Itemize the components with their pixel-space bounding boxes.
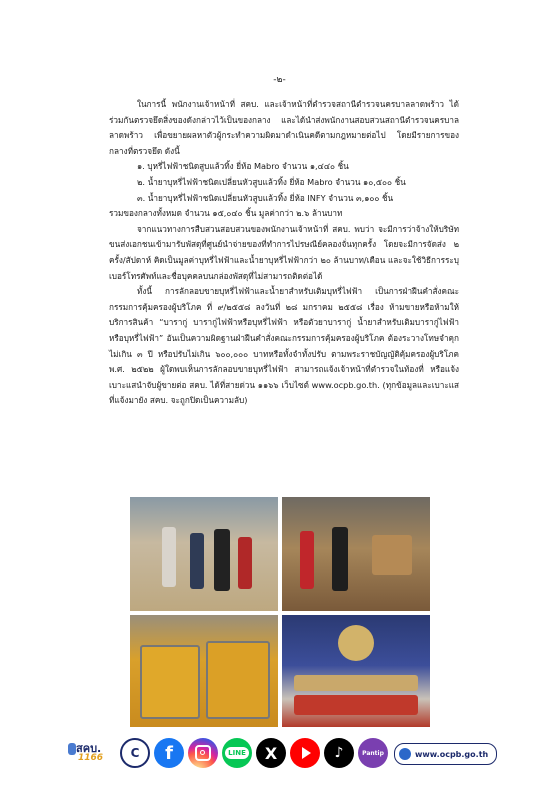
paragraph-seizure: ในการนี้ พนักงานเจ้าหน้าที่ สคบ. และเจ้าหน้าที่ตำรวจสถานีตำรวจนครบาลลาดพร้าว ได้ร่วมกันตรวจยึดสิ่งของดังกล่าวไว้เป็นของกลาง และได้นำส่งพนักงานสอบสวนสถานีตำรวจนครบาลลาดพร้าว เพื่อขยายผลหาตัวผู้กระทำความผิดมาดำเนินคดีตามกฎหมายต่อไป โดยมีรายการของกลางที่ตรวจยึด ดังนี้ [109,99,459,156]
facebook-icon[interactable] [154,738,184,768]
ocpb-logo [68,739,116,767]
total-line: รวมของกลางทั้งหมด จำนวน ๑๕,๐๔๐ ชิ้น มูลค่ากว่า ๒.๖ ล้านบาท [109,208,343,219]
list-item-2: ๒. น้ำยาบุหรี่ไฟฟ้าชนิดเปลี่ยนหัวสูบแล้วทิ้ง ยี่ห้อ Mabro จำนวน ๑๐,๕๐๐ ชิ้น [137,176,406,187]
photo-officers-inspection [130,497,278,611]
page-number: -๒- [273,75,286,85]
instagram-glyph [195,745,211,761]
phone-icon [68,743,76,755]
photo-officers-boxes [282,497,430,611]
x-icon[interactable] [256,738,286,768]
hotline-number: 1166 [78,753,104,763]
logo-text: สคบ. [76,742,102,755]
tiktok-icon[interactable] [324,738,354,768]
seal-glyph: C [130,746,140,760]
globe-icon [399,748,411,760]
document-body [109,97,459,409]
youtube-icon[interactable] [290,738,320,768]
website-link[interactable] [394,743,497,765]
website-text: www.ocpb.go.th [415,749,489,759]
x-glyph: X [264,743,278,763]
photo-parcel-carts [130,615,278,727]
tiktok-glyph: ♪ [334,745,344,761]
paragraph-legal: ทั้งนี้ การลักลอบขายบุหรี่ไฟฟ้าและน้ำยาสำหรับเติมบุหรี่ไฟฟ้า เป็นการฝ่าฝืนคำสั่งคณะกรรมการคุ้มครองผู้บริโภค ที่ ๙/๒๕๕๘ ลงวันที่ ๒๘ มกราคม ๒๕๕๘ เรื่อง ห้ามขายหรือห้ามให้บริการสินค้า “บารากู่ บารากู่ไฟฟ้าหรือบุหรี่ไฟฟ้า หรือตัวยาบารากู่ น้ำยาสำหรับเติมบารากู่ไฟฟ้าหรือบุหรี่ไฟฟ้า” อันเป็นความผิดฐานฝ่าฝืนคำสั่งคณะกรรมการคุ้มครองผู้บริโภค ต้องระวางโทษจำคุกไม่เกิน ๓ ปี หรือปรับไม่เกิน ๖๐๐,๐๐๐ บาทหรือทั้งจำทั้งปรับ ตามพระราชบัญญัติคุ้มครองผู้บริโภค พ.ศ. ๒๕๒๒ ผู้ใดพบเห็นการลักลอบขายบุหรี่ไฟฟ้า สามารถแจ้งเจ้าหน้าที่ตำรวจในท้องที่ หรือแจ้งเบาะแสนำจับผู้ขายต่อ สคบ. ได้ที่สายด่วน ๑๑๖๖ เว็บไซต์ www.ocpb.go.th. (ทุกข้อมูลและเบาะแสที่แจ้งมายัง สคบ. จะถูกปิดเป็นความลับ) [109,286,459,406]
list-item-3: ๓. น้ำยาบุหรี่ไฟฟ้าชนิดเปลี่ยนหัวสูบแล้วทิ้ง ยี่ห้อ INFY จำนวน ๓,๑๐๐ ชิ้น [137,192,394,203]
pantip-label: Pantip [362,749,384,757]
youtube-play-glyph [302,747,311,759]
photo-seized-display [282,615,430,727]
line-label: LINE [225,747,249,759]
paragraph-investigation: จากแนวทางการสืบสวนสอบสวนของพนักงานเจ้าหน้าที่ สคบ. พบว่า จะมีการว่าจ้างให้บริษัทขนส่งเอกชนเข้ามารับพัสดุที่ศูนย์นำจ่ายของที่ทำการไปรษณีย์คลองจั่นทุกครั้ง โดยจะมีการจัดส่ง ๒ ครั้ง/สัปดาห์ คิดเป็นมูลค่าบุหรี่ไฟฟ้าและน้ำยาบุหรี่ไฟฟ้ากว่า ๒๐ ล้านบาท/เดือน และจะใช้วิธีการระบุเบอร์โทรศัพท์และชื่อบุคคลบนกล่องพัสดุที่ไม่สามารถติดต่อได้ [109,223,459,281]
list-item-1: ๑. บุหรี่ไฟฟ้าชนิดสูบแล้วทิ้ง ยี่ห้อ Mabro จำนวน ๑,๔๔๐ ชิ้น [137,161,349,172]
photo-grid [130,497,430,727]
line-icon[interactable] [222,738,252,768]
instagram-icon[interactable] [188,738,218,768]
footer-social-bar [68,737,498,769]
pantip-icon[interactable] [358,738,388,768]
ocpb-seal-icon[interactable] [120,738,150,768]
facebook-glyph: f [165,742,173,764]
